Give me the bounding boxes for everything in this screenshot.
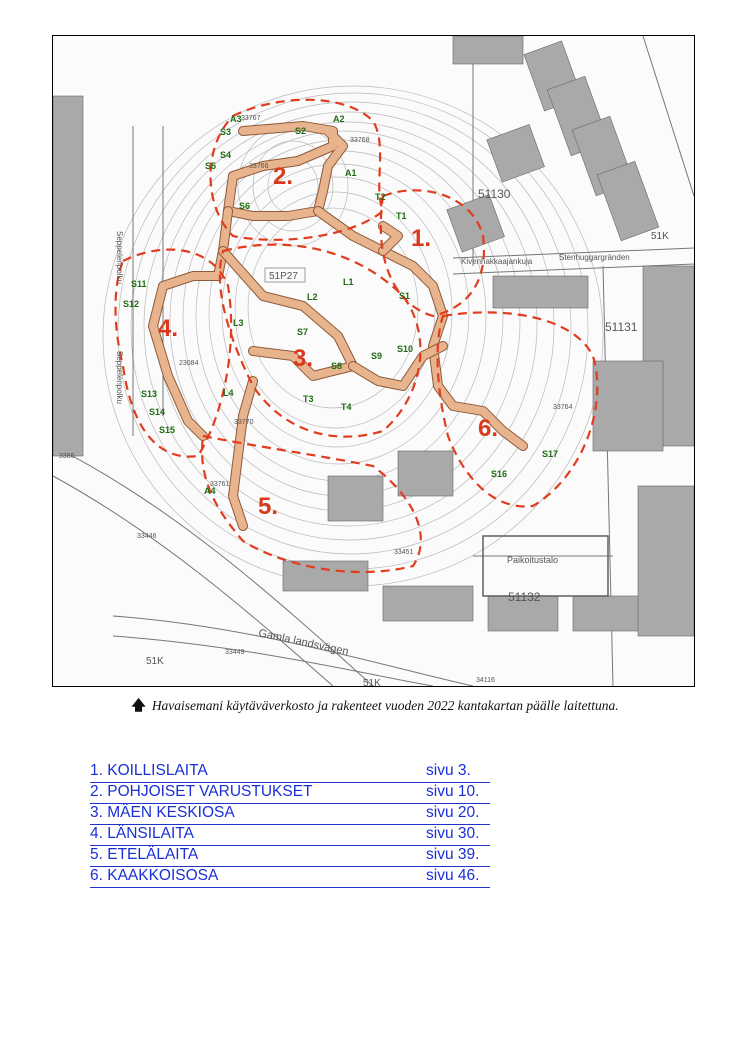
- block-label: 51130: [478, 187, 511, 201]
- point-label: S5: [205, 161, 217, 171]
- toc-page: sivu 10.: [426, 783, 480, 800]
- point-label: S14: [149, 407, 166, 417]
- point-label: S12: [123, 299, 140, 309]
- street-label: Kivenhakkaajankuja: [461, 257, 533, 266]
- area-label: 6.: [478, 415, 499, 442]
- street-label: Seppelenpolku: [115, 231, 124, 284]
- point-label: T2: [375, 192, 386, 202]
- point-label: T3: [303, 394, 314, 404]
- grid-label: 51K: [651, 231, 669, 242]
- toc-link-3[interactable]: [90, 804, 490, 825]
- point-label: S1: [399, 291, 411, 301]
- spot-height: 3386: [59, 453, 75, 460]
- spot-height: 33766: [249, 163, 269, 170]
- grid-label: 51K: [146, 656, 164, 667]
- spot-height: 33770: [234, 419, 254, 426]
- grid-label: 51K: [363, 678, 381, 686]
- toc-page: sivu 46.: [426, 867, 480, 884]
- parcel-label: 51P27: [269, 271, 298, 282]
- area-label: 2.: [273, 163, 294, 190]
- toc-link-1[interactable]: [90, 762, 490, 783]
- spot-height: 33446: [137, 533, 157, 540]
- toc-page: sivu 39.: [426, 846, 480, 863]
- building-label: Paikoitustalo: [507, 555, 559, 565]
- spot-height: 33451: [394, 549, 414, 556]
- point-label: S13: [141, 389, 158, 399]
- point-label: L4: [223, 388, 234, 398]
- point-label: S7: [297, 327, 309, 337]
- point-label: T4: [341, 402, 352, 412]
- buildings: [53, 36, 694, 636]
- map-drawing: [53, 36, 694, 686]
- street-label: Seppelenpolku: [115, 351, 124, 404]
- point-label: S10: [397, 344, 414, 354]
- point-label: S4: [220, 150, 232, 160]
- caption-text: Havaisemani käytäväverkosto ja rakenteet vuoden 2022 kantakartan päälle laitettuna.: [151, 698, 619, 713]
- street-label: Stenhuggargränden: [559, 253, 630, 262]
- area-label: 5.: [258, 493, 279, 520]
- block-label: 51132: [508, 590, 541, 604]
- point-label: S9: [371, 351, 383, 361]
- point-label: S8: [331, 361, 343, 371]
- spot-height: 33761: [210, 481, 230, 488]
- point-label: L3: [233, 318, 244, 328]
- block-label: 51131: [605, 320, 638, 334]
- toc-page: sivu 3.: [426, 762, 471, 779]
- point-label: L1: [343, 277, 354, 287]
- table-of-contents: [90, 762, 490, 888]
- spot-height: 34116: [476, 677, 495, 684]
- toc-link-2[interactable]: [90, 783, 490, 804]
- toc-title: 4. LÄNSILAITA: [90, 825, 194, 842]
- area-label: 4.: [158, 315, 179, 342]
- toc-link-5[interactable]: [90, 846, 490, 867]
- toc-title: 6. KAAKKOISOSA: [90, 867, 219, 884]
- street-label: Gamla landsvägen: [257, 627, 350, 659]
- point-label: S3: [220, 127, 232, 137]
- point-label: S6: [239, 201, 251, 211]
- point-label: S11: [131, 279, 147, 289]
- point-label: S15: [159, 425, 176, 435]
- toc-title: 3. MÄEN KESKIOSA: [90, 804, 235, 821]
- area-label: 3.: [293, 345, 314, 372]
- point-label: A2: [333, 114, 345, 124]
- point-label: S16: [491, 469, 508, 479]
- arrow-up-icon: 🡅: [131, 699, 146, 714]
- toc-title: 2. POHJOISET VARUSTUKSET: [90, 783, 313, 800]
- toc-page: sivu 20.: [426, 804, 480, 821]
- toc-link-6[interactable]: [90, 867, 490, 888]
- area-label: 1.: [411, 225, 432, 252]
- point-label: A1: [345, 168, 357, 178]
- spot-height: 33449: [225, 649, 245, 656]
- toc-title: 5. ETELÄLAITA: [90, 846, 199, 863]
- point-label: S17: [542, 449, 559, 459]
- spot-height: 33764: [553, 404, 573, 411]
- point-label: A3: [230, 114, 242, 124]
- toc-link-4[interactable]: [90, 825, 490, 846]
- point-label: L2: [307, 292, 318, 302]
- point-label: S2: [295, 126, 307, 136]
- spot-height: 23084: [179, 360, 199, 367]
- point-label: A4: [204, 486, 216, 496]
- spot-height: 33768: [350, 137, 370, 144]
- basemap: [52, 35, 695, 687]
- toc-title: 1. KOILLISLAITA: [90, 762, 208, 779]
- map-caption: [0, 695, 750, 719]
- point-label: T1: [396, 211, 407, 221]
- toc-page: sivu 30.: [426, 825, 480, 842]
- spot-height: 33767: [241, 115, 261, 122]
